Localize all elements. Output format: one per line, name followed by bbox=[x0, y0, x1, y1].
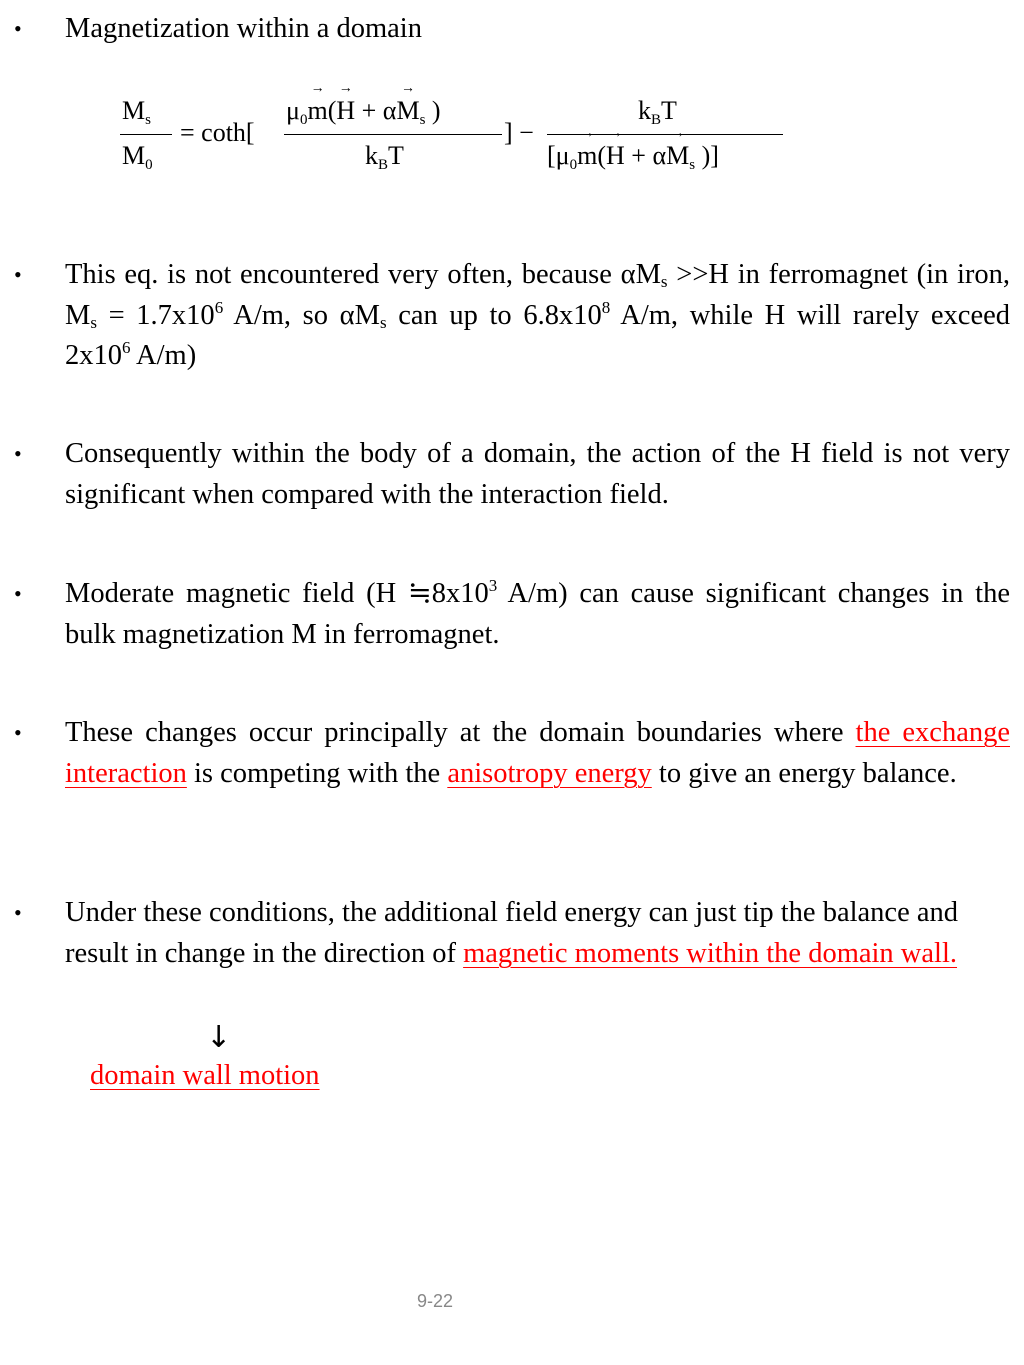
bullet-marker: • bbox=[14, 720, 22, 745]
eq-lhs-numerator: $M_s$ bbox=[122, 96, 151, 128]
paragraph-domain-boundaries: These changes occur principally at the domain boundaries where the exchange interaction is competing with the anisotropy energy to give an energy balance. bbox=[65, 717, 1010, 789]
eq-coth: = coth[ bbox=[180, 118, 255, 147]
eq-mid-denominator: $k_BT$ bbox=[365, 141, 404, 173]
bullet-marker: • bbox=[14, 441, 22, 466]
highlight-magnetic-moments: magnetic moments within the domain wall. bbox=[463, 937, 958, 969]
eq-lhs-fraction-bar bbox=[120, 134, 172, 135]
eq-rhs-denominator: [$\mu_0\to m(\to H + \alpha\to M_s$ )] bbox=[547, 141, 719, 171]
eq-mid-fraction-bar bbox=[284, 134, 502, 135]
bullet-marker: • bbox=[14, 16, 22, 41]
result-domain-wall-motion: domain wall motion bbox=[90, 1060, 320, 1091]
eq-mid-numerator: $\mu_0\to m(\to H + \alpha\to M_s$ ) bbox=[286, 96, 441, 126]
eq-rhs-numerator: $k_BT$ bbox=[638, 96, 677, 128]
bullet-marker: • bbox=[14, 900, 22, 925]
highlight-exchange-interaction: the exchange interaction bbox=[65, 717, 1010, 789]
page-number: 9-22 bbox=[417, 1291, 454, 1311]
paragraph-eq-comment: This eq. is not encountered very often, because $\alpha M_s >>H$ in ferromagnet (in iron, $M_s = 1.7x10^6$ A/m, so $\alpha M_s$ can up to $6.8x10^8$ A/m, while H will rarely exceed $2x10^6$ A/m) bbox=[65, 259, 1011, 371]
eq-bracket-minus: ] − bbox=[504, 118, 534, 147]
eq-lhs-denominator: $M_0$ bbox=[122, 141, 153, 173]
bullet-marker: • bbox=[14, 262, 22, 287]
paragraph-conditions: Under these conditions, the additional field energy can just tip the balance and result in change in the direction of magnetic moments within the domain wall. bbox=[65, 897, 958, 969]
paragraph-moderate-field: Moderate magnetic field (H $≒8x10^3$ A/m) can cause significant changes in the bulk magnetization M in ferromagnet. bbox=[65, 576, 1010, 650]
paragraph-consequently: Consequently within the body of a domain, the action of the H field is not very significant when compared with the interaction field. bbox=[65, 438, 1010, 510]
heading-text: Magnetization within a domain bbox=[65, 13, 422, 44]
down-arrow-icon: ↓ bbox=[206, 1020, 232, 1055]
bullet-marker: • bbox=[14, 581, 22, 606]
highlight-anisotropy-energy: anisotropy energy bbox=[447, 757, 652, 789]
